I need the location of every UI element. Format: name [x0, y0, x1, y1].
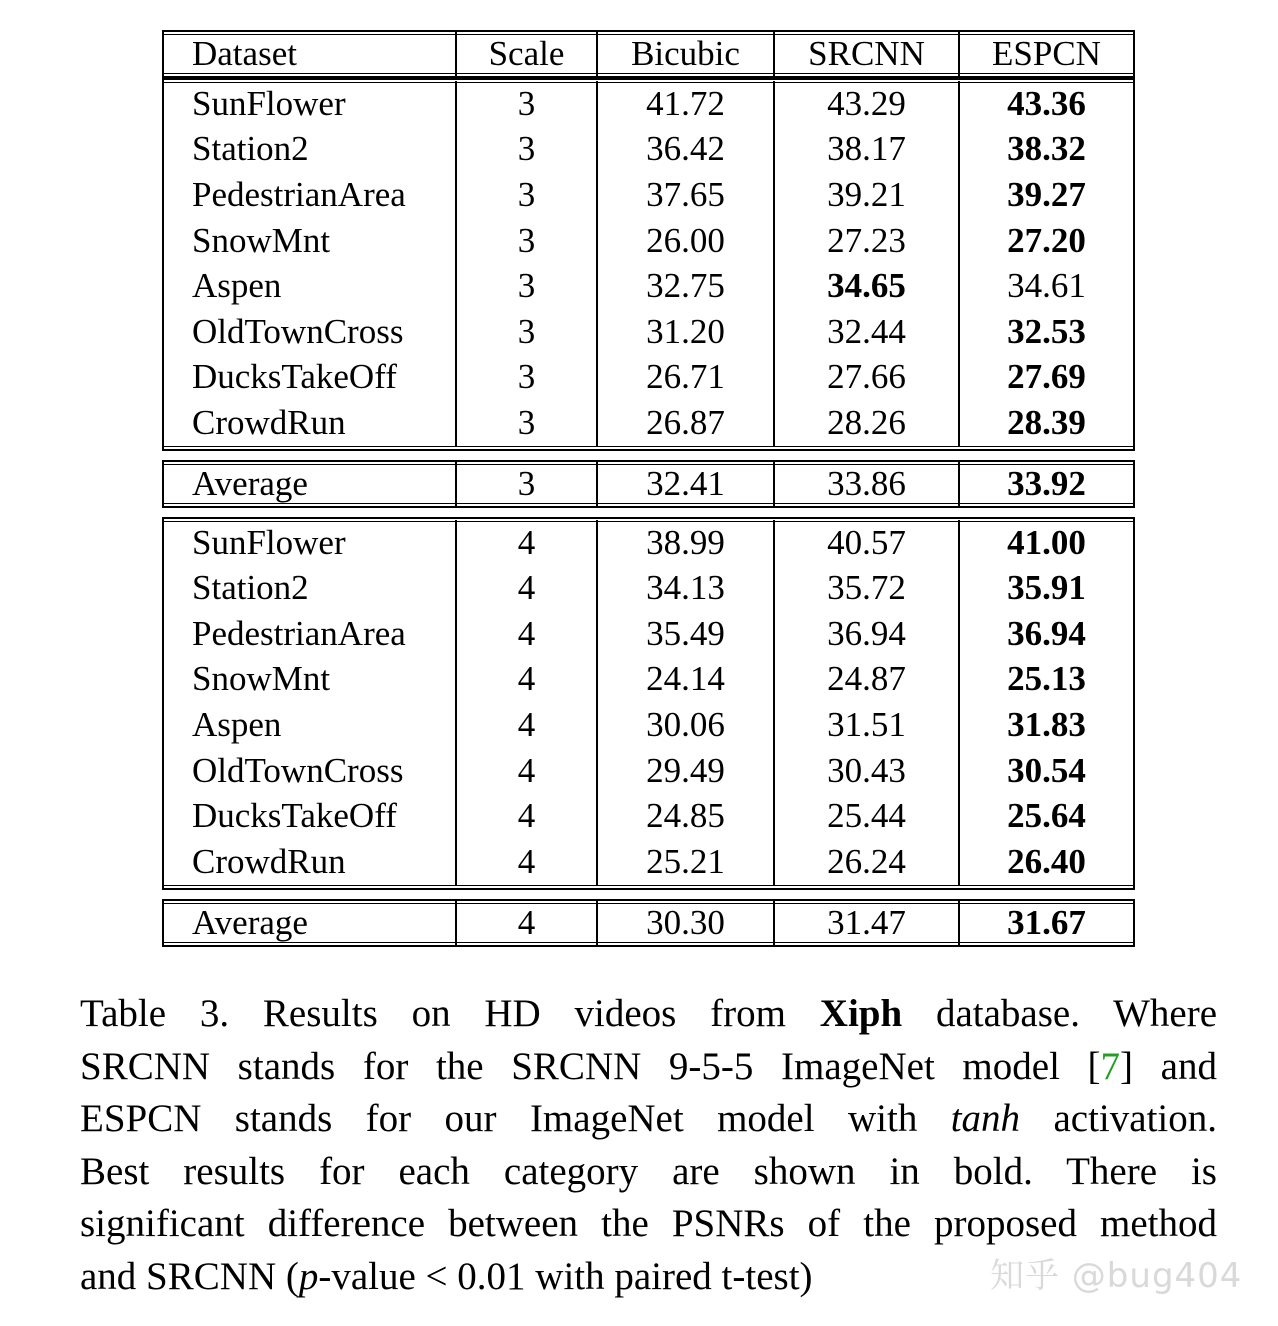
cell-scale: 3 — [455, 218, 596, 264]
cell-dataset: Average — [192, 902, 308, 942]
cell-espcn: 32.53 — [958, 309, 1133, 355]
caption-text: ESPCN stands for our ImageNet model with — [80, 1097, 951, 1140]
table-row — [164, 81, 1133, 127]
cell-srcnn: 26.24 — [773, 839, 958, 885]
cell-dataset: Aspen — [192, 266, 282, 306]
caption-line-3 — [80, 1093, 1217, 1146]
cell-bicubic: 34.13 — [596, 565, 773, 611]
watermark: 知乎 @bug404 — [990, 1256, 1243, 1296]
caption-text: and SRCNN ( — [80, 1254, 299, 1298]
citation-link[interactable]: 7 — [1100, 1044, 1121, 1088]
cell-bicubic: 26.71 — [596, 355, 773, 401]
cell-scale: 3 — [455, 309, 596, 355]
cell-scale: 4 — [455, 748, 596, 794]
table-row — [164, 520, 1133, 566]
caption-text: SRCNN stands for the SRCNN 9-5-5 ImageNet model [ — [80, 1044, 1101, 1088]
cell-srcnn: 30.43 — [773, 748, 958, 794]
table-header — [162, 30, 1135, 78]
cell-bicubic: 31.20 — [596, 309, 773, 355]
caption-text: database. Where — [902, 992, 1218, 1035]
cell-espcn: 41.00 — [958, 520, 1133, 566]
cell-scale: 4 — [455, 657, 596, 703]
cell-scale: 4 — [455, 793, 596, 839]
cell-srcnn: 32.44 — [773, 309, 958, 355]
cell-srcnn: 36.94 — [773, 611, 958, 657]
cell-espcn: 36.94 — [958, 611, 1133, 657]
cell-bicubic: 26.00 — [596, 218, 773, 264]
header-bicubic: Bicubic — [596, 32, 773, 76]
cell-scale: 3 — [455, 355, 596, 401]
cell-srcnn: 39.21 — [773, 172, 958, 218]
table-row — [164, 172, 1133, 218]
cell-scale: 3 — [455, 172, 596, 218]
header-scale: Scale — [455, 32, 596, 76]
cell-scale: 4 — [455, 520, 596, 566]
cell-bicubic: 32.75 — [596, 263, 773, 309]
cell-scale: 3 — [455, 81, 596, 127]
cell-scale: 4 — [455, 611, 596, 657]
cell-espcn: 30.54 — [958, 748, 1133, 794]
cell-bicubic: 30.30 — [596, 901, 773, 945]
cell-bicubic: 24.85 — [596, 793, 773, 839]
cell-dataset: OldTownCross — [192, 311, 404, 351]
cell-bicubic: 35.49 — [596, 611, 773, 657]
table-row — [164, 263, 1133, 309]
header-srcnn: SRCNN — [773, 32, 958, 76]
caption-dataset-name: Xiph — [819, 992, 903, 1035]
caption-line-4: Best results for each category are shown in bold. There is — [80, 1149, 1217, 1193]
cell-espcn: 39.27 — [958, 172, 1133, 218]
cell-espcn: 26.40 — [958, 839, 1133, 885]
results-table — [162, 30, 1135, 947]
cell-dataset: PedestrianArea — [192, 613, 406, 653]
caption-line-2 — [80, 1041, 1217, 1094]
cell-bicubic: 25.21 — [596, 839, 773, 885]
cell-scale: 4 — [455, 839, 596, 885]
cell-scale: 4 — [455, 702, 596, 748]
cell-srcnn: 33.86 — [773, 462, 958, 506]
table-row — [164, 657, 1133, 703]
table-row — [164, 309, 1133, 355]
caption-text: activation. — [1020, 1097, 1217, 1140]
cell-srcnn: 34.65 — [773, 263, 958, 309]
cell-dataset: DucksTakeOff — [192, 357, 397, 397]
cell-dataset: DucksTakeOff — [192, 796, 397, 836]
caption-math: tanh — [950, 1097, 1021, 1140]
cell-bicubic: 32.41 — [596, 462, 773, 506]
table-row — [164, 611, 1133, 657]
cell-srcnn: 38.17 — [773, 127, 958, 173]
cell-dataset: Station2 — [192, 568, 309, 608]
cell-dataset: SunFlower — [192, 522, 346, 562]
caption-math: p — [298, 1254, 319, 1298]
cell-bicubic: 24.14 — [596, 657, 773, 703]
cell-srcnn: 40.57 — [773, 520, 958, 566]
cell-srcnn: 27.23 — [773, 218, 958, 264]
cell-dataset: SunFlower — [192, 83, 346, 123]
cell-dataset: CrowdRun — [192, 402, 346, 442]
average-section — [162, 899, 1135, 947]
cell-bicubic: 37.65 — [596, 172, 773, 218]
cell-srcnn: 31.51 — [773, 702, 958, 748]
table-row — [164, 565, 1133, 611]
cell-bicubic: 29.49 — [596, 748, 773, 794]
cell-espcn: 27.20 — [958, 218, 1133, 264]
cell-bicubic: 30.06 — [596, 702, 773, 748]
cell-dataset: Aspen — [192, 704, 282, 744]
average-row — [164, 901, 1133, 945]
cell-bicubic: 41.72 — [596, 81, 773, 127]
header-dataset: Dataset — [192, 34, 297, 73]
cell-srcnn: 28.26 — [773, 400, 958, 446]
cell-espcn: 33.92 — [958, 462, 1133, 506]
caption-text: -value < 0.01 with paired t-test) — [318, 1254, 813, 1298]
cell-espcn: 27.69 — [958, 355, 1133, 401]
cell-srcnn: 24.87 — [773, 657, 958, 703]
header-espcn: ESPCN — [958, 32, 1133, 76]
table-row — [164, 702, 1133, 748]
cell-espcn: 25.64 — [958, 793, 1133, 839]
cell-dataset: OldTownCross — [192, 750, 404, 790]
table-row — [164, 355, 1133, 401]
cell-scale: 4 — [455, 565, 596, 611]
cell-espcn: 25.13 — [958, 657, 1133, 703]
cell-espcn: 31.67 — [958, 901, 1133, 945]
cell-dataset: PedestrianArea — [192, 174, 406, 214]
cell-srcnn: 35.72 — [773, 565, 958, 611]
cell-espcn: 43.36 — [958, 81, 1133, 127]
table-row — [164, 127, 1133, 173]
table-row — [164, 748, 1133, 794]
cell-dataset: SnowMnt — [192, 220, 331, 260]
table-row — [164, 839, 1133, 885]
cell-srcnn: 31.47 — [773, 901, 958, 945]
cell-bicubic: 26.87 — [596, 400, 773, 446]
cell-espcn: 28.39 — [958, 400, 1133, 446]
cell-scale: 3 — [455, 462, 596, 506]
cell-dataset: Average — [192, 463, 308, 503]
cell-srcnn: 25.44 — [773, 793, 958, 839]
cell-scale: 3 — [455, 127, 596, 173]
table-row — [164, 793, 1133, 839]
caption-line-1 — [80, 988, 1217, 1041]
average-row — [164, 462, 1133, 506]
header-row — [164, 32, 1133, 76]
cell-espcn: 31.83 — [958, 702, 1133, 748]
cell-dataset: CrowdRun — [192, 841, 346, 881]
caption-text: ] and — [1120, 1044, 1217, 1088]
table-body — [162, 78, 1135, 947]
cell-dataset: SnowMnt — [192, 659, 331, 699]
cell-scale: 3 — [455, 400, 596, 446]
caption-line-5: significant difference between the PSNRs of the proposed method — [80, 1202, 1217, 1245]
cell-espcn: 35.91 — [958, 565, 1133, 611]
cell-espcn: 38.32 — [958, 127, 1133, 173]
cell-scale: 3 — [455, 263, 596, 309]
table-section — [162, 517, 1135, 890]
cell-espcn: 34.61 — [958, 263, 1133, 309]
cell-scale: 4 — [455, 901, 596, 945]
table-row — [164, 400, 1133, 446]
cell-bicubic: 38.99 — [596, 520, 773, 566]
table-row — [164, 218, 1133, 264]
table-section — [162, 78, 1135, 451]
average-section — [162, 460, 1135, 508]
cell-srcnn: 27.66 — [773, 355, 958, 401]
cell-bicubic: 36.42 — [596, 127, 773, 173]
cell-srcnn: 43.29 — [773, 81, 958, 127]
caption-text: Table 3. Results on HD videos from — [80, 992, 820, 1035]
cell-dataset: Station2 — [192, 129, 309, 169]
